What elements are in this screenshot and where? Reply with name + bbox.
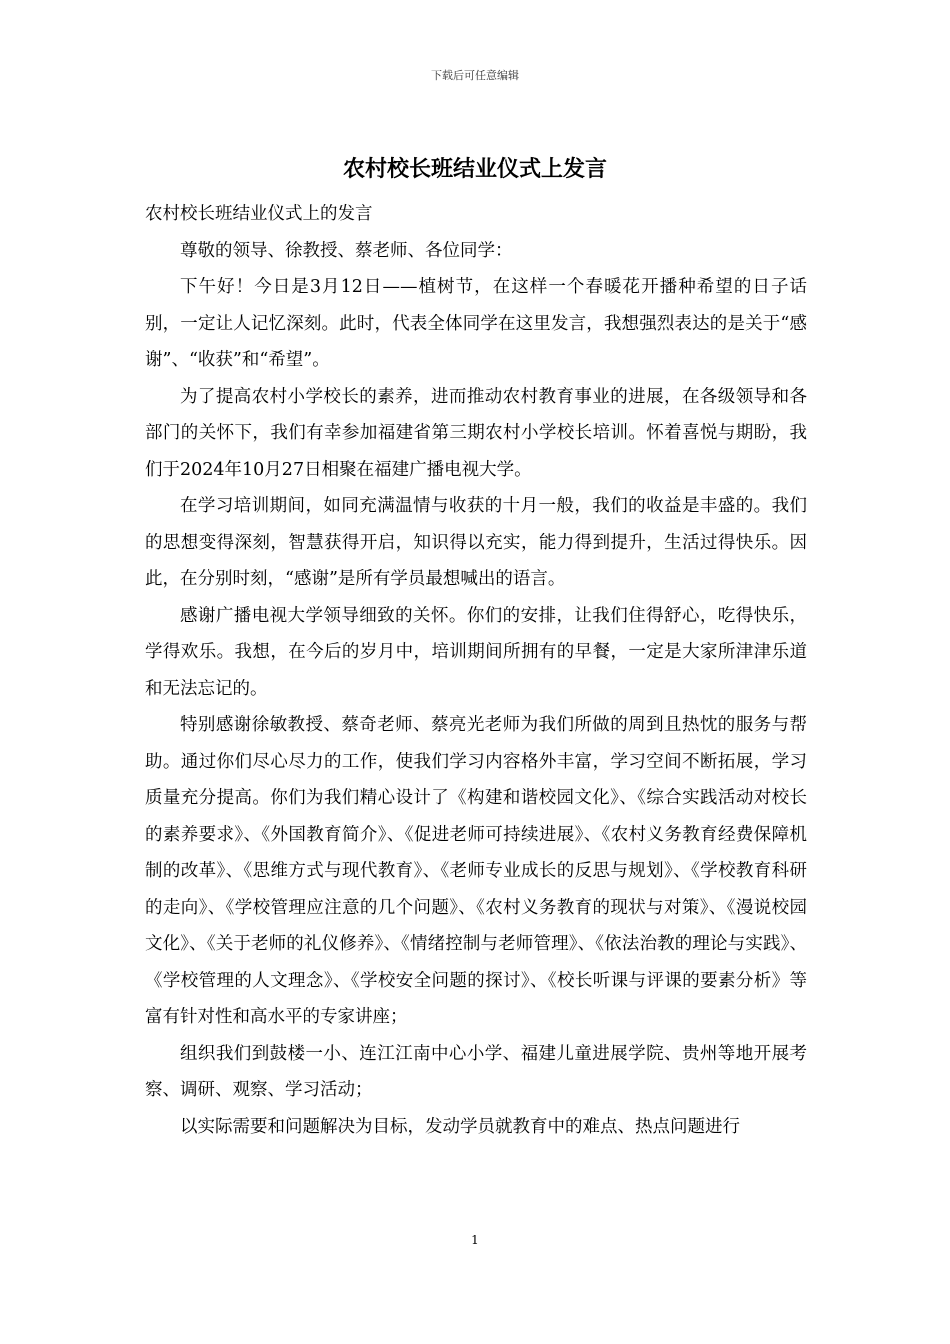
paragraph-thanks-teachers: 特别感谢徐敏教授、蔡奇老师、蔡亮光老师为我们所做的周到且热忱的服务与帮助。通过你们尽心尽力的工作，使我们学习内容格外丰富，学习空间不断拓展，学习质量充分提高。你们为我们精心设计了《构建和谐校园文化》、《综合实践活动对校长的素养要求》、《外国教育简介》、《促进老师可持续进展》、《农村义务教育经费保障机制的改革》、《思维方式与现代教育》、《老师专业成长的反思与规划》、《学校教育科研的走向》、《学校管理应注意的几个问题》、《农村义务教育的现状与对策》、《漫说校园文化》、《关于老师的礼仪修养》、《情绪控制与老师管理》、《依法治教的理论与实践》、《学校管理的人文理念》、《学校安全问题的探讨》、《校长听课与评课的要素分析》等富有针对性和高水平的专家讲座； xyxy=(145,715,807,1027)
paragraph-gains: 在学习培训期间，如同充满温情与收获的十月一般，我们的收益是丰盛的。我们的思想变得深刻，智慧获得开启，知识得以充实，能力得到提升，生活过得快乐。因此，在分别时刻，“感谢”是所有学员最想喊出的语言。 xyxy=(145,496,807,589)
paragraph-field-visits: 组织我们到鼓楼一小、连江江南中心小学、福建儿童进展学院、贵州等地开展考察、调研、观察、学习活动； xyxy=(145,1043,807,1100)
paragraph-problem-solving: 以实际需要和问题解决为目标，发动学员就教育中的难点、热点问题进行 xyxy=(180,1116,740,1137)
document-title: 农村校长班结业仪式上发言 xyxy=(342,156,607,182)
paragraph-background: 为了提高农村小学校长的素养，进而推动农村教育事业的进展，在各级领导和各部门的关怀下，我们有幸参加福建省第三期农村小学校长培训。怀着喜悦与期盼，我们于2024年10月27日相聚在福建广播电视大学。 xyxy=(145,386,807,480)
paragraph-greeting: 下午好！今日是3月12日——植树节，在这样一个春暖花开播种希望的日子话别，一定让人记忆深刻。此时，代表全体同学在这里发言，我想强烈表达的是关于“感谢”、“收获”和“希望”。 xyxy=(145,277,807,370)
document-body xyxy=(145,196,807,1145)
document-subtitle: 农村校长班结业仪式上的发言 xyxy=(145,204,373,224)
paragraph-salutation: 尊敬的领导、徐教授、蔡老师、各位同学： xyxy=(180,240,513,261)
paragraph-thanks-university: 感谢广播电视大学领导细致的关怀。你们的安排，让我们住得舒心，吃得快乐，学得欢乐。我想，在今后的岁月中，培训期间所拥有的早餐，一定是大家所津津乐道和无法忘记的。 xyxy=(145,605,807,699)
page-number: 1 xyxy=(471,1233,479,1247)
header-note: 下载后可任意编辑 xyxy=(431,69,519,82)
